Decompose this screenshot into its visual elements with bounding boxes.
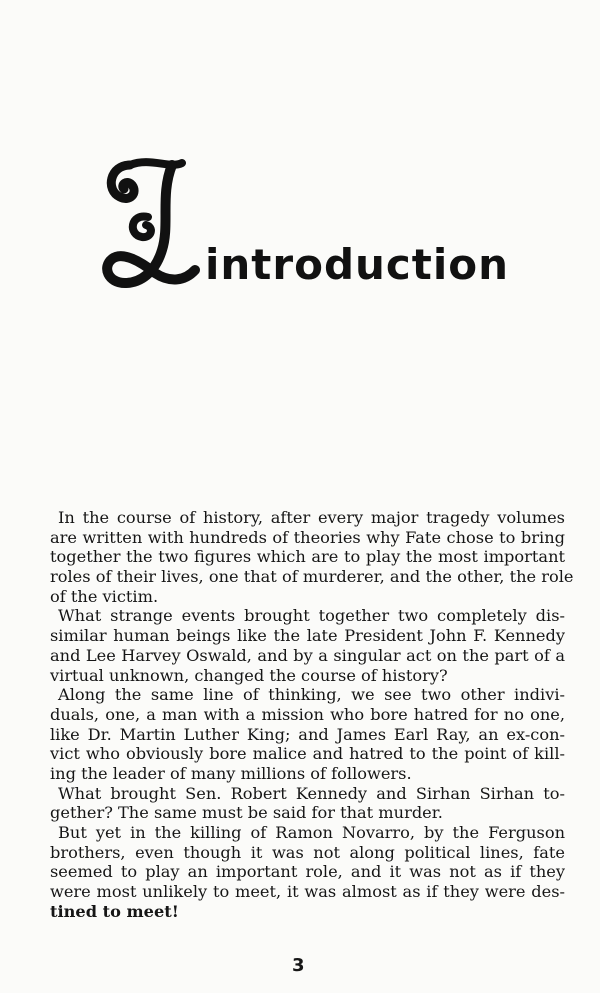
text-line: ing the leader of many millions of followers.	[50, 763, 412, 783]
text-line: But yet in the killing of Ramon Novarro, by the Ferguson	[58, 823, 565, 842]
text-line: similar human beings like the late President John F. Kennedy	[50, 626, 565, 646]
text-line: What strange events brought together two completely dis-	[58, 606, 565, 626]
text-line: Along the same line of thinking, we see two other indivi-	[58, 685, 565, 705]
decorative-drop-cap-i	[100, 155, 200, 290]
text-line: together the two figures which are to play the most important	[50, 547, 565, 567]
body-text	[50, 508, 574, 921]
text-line: virtual unknown, changed the course of history?	[50, 665, 448, 685]
chapter-heading: introduction	[205, 240, 510, 289]
text-line: vict who obviously bore malice and hatred to the point of kill-	[50, 744, 565, 764]
text-line: are written with hundreds of theories why Fate chose to bring	[50, 527, 565, 547]
text-line: tined to meet!	[50, 901, 179, 921]
text-line: duals, one, a man with a mission who bore hatred for no one,	[50, 704, 565, 724]
text-line: of the victim.	[50, 586, 159, 606]
text-line: roles of their lives, one that of murderer, and the other, the role	[50, 567, 574, 587]
text-line: gether? The same must be said for that murder.	[50, 803, 443, 823]
text-line: What brought Sen. Robert Kennedy and Sirhan Sirhan to-	[58, 783, 565, 803]
text-line: brothers, even though it was not along political lines, fate	[50, 842, 565, 862]
text-line: and Lee Harvey Oswald, and by a singular act on the part of a	[50, 645, 565, 665]
text-line: seemed to play an important role, and it was not as if they	[50, 862, 565, 882]
text-line: were most unlikely to meet, it was almost as if they were des-	[50, 882, 565, 902]
text-line: like Dr. Martin Luther King; and James Earl Ray, an ex-con-	[50, 724, 565, 744]
text-line: In the course of history, after every major tragedy volumes	[58, 508, 565, 527]
page-number: 3	[292, 955, 305, 976]
